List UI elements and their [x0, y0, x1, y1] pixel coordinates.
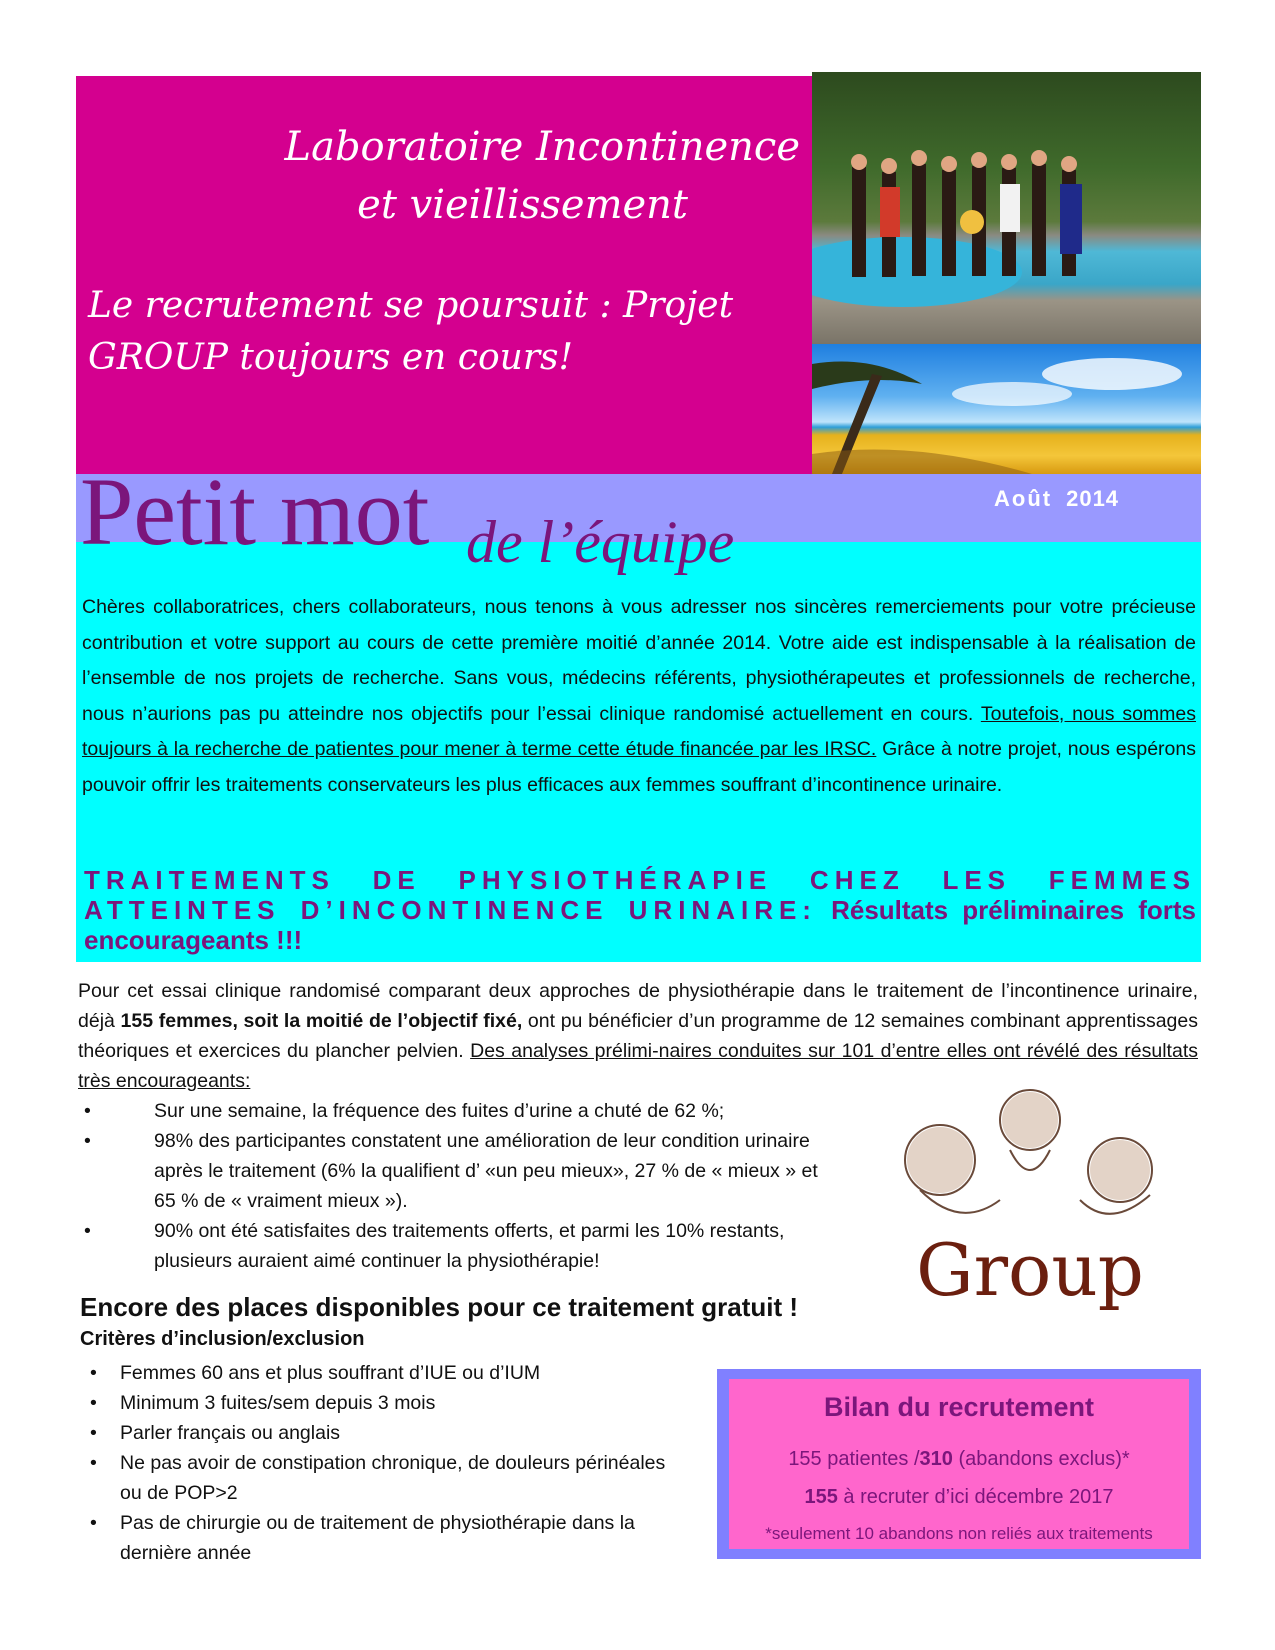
result-text: 90% ont été satisfaites des traitements offerts, et parmi les 10% restants, plusieurs auraient aimé continuer la physiothérapie!	[154, 1220, 785, 1272]
lab-title-line1: Laboratoire Incontinence	[284, 124, 800, 170]
intro-paragraph	[82, 590, 1196, 803]
header-subtitle: Le recrutement se poursuit : Projet GROUP toujours en cours!	[88, 285, 734, 378]
bullet-icon: •	[90, 1452, 97, 1474]
para-underlined: Des analyses prélimi-naires conduites sur 101 d’entre elles ont révélé des résultats très encourageants:	[78, 1040, 1198, 1092]
criteria-text: Ne pas avoir de constipation chronique, de douleurs périnéales ou de POP>2	[120, 1452, 666, 1504]
issue-month: Août	[994, 486, 1053, 511]
bullet-icon: •	[90, 1362, 97, 1384]
para-text-1: Pour cet essai clinique randomisé comparant deux approches de physiothérapie dans le traitement de l’incontinence urinaire, déjà	[78, 980, 1198, 1032]
bullet-icon: •	[90, 1422, 97, 1444]
intro-underlined: Toutefois, nous sommes toujours à la recherche de patientes pour mener à terme cette étude financée par les IRSC.	[82, 702, 1196, 760]
bullet-icon: •	[84, 1220, 91, 1242]
bullet-icon: •	[90, 1392, 97, 1414]
recruitment-remaining-number: 155	[804, 1486, 838, 1508]
group-logo-text: Group	[916, 1228, 1144, 1312]
team-photo-illustration	[812, 72, 1201, 344]
recruitment-footnote: *seulement 10 abandons non reliés aux traitements	[765, 1524, 1153, 1543]
section-heading-rest: Résultats préliminaires forts encourageants !!!	[84, 895, 1196, 955]
section-heading-caps: TRAITEMENTS DE PHYSIOTHÉRAPIE CHEZ LES FEMMES ATTEINTES D’INCONTINENCE URINAIRE:	[84, 865, 1196, 925]
issue-year: 2014	[1066, 486, 1120, 511]
recruitment-count	[729, 1448, 1189, 1471]
intro-text-1: Chères collaboratrices, chers collaborateurs, nous tenons à vous adresser nos sincères remerciements pour votre précieuse contribution et votre support au cours de cette première moitié d’année 2014. Votre aide est indispensable à la réalisation de l’ensemble de nos projets de recherche. Sans vous, médecins référents, physiothérapeutes et professionnels de recherche, nous n’aurions pas pu atteindre nos objectifs pour l’essai clinique randomisé actuellement en cours.	[82, 596, 1196, 725]
group-logo	[880, 1080, 1180, 1320]
petit-mot-title: Petit mot	[80, 458, 430, 565]
group-logo-illustration	[880, 1080, 1180, 1320]
recruitment-count-c: (abandons exclus)*	[952, 1448, 1130, 1470]
criteria-title: Critères d’inclusion/exclusion	[80, 1328, 365, 1350]
encore-heading: Encore des places disponibles pour ce traitement gratuit !	[80, 1292, 799, 1322]
recruitment-count-a: 155 patientes /	[788, 1448, 920, 1470]
criteria-text: Minimum 3 fuites/sem depuis 3 mois	[120, 1392, 436, 1414]
results-paragraph	[78, 976, 1198, 1096]
criteria-text: Parler français ou anglais	[120, 1422, 341, 1444]
beach-photo	[812, 344, 1201, 474]
para-text-2: ont pu bénéficier d’un programme de 12 semaines combinant apprentissages théoriques et exercices du plancher pelvien.	[78, 1010, 1198, 1062]
lab-title-line2: et vieillissement	[357, 182, 688, 228]
recruitment-target: 310	[919, 1448, 953, 1470]
result-text: 98% des participantes constatent une amélioration de leur condition urinaire après le traitement (6% la qualifient d’ «un peu mieux», 27 % de « mieux » et 65 % de « vraiment mieux »).	[154, 1130, 818, 1212]
beach-illustration	[812, 344, 1201, 474]
bullet-icon: •	[84, 1100, 91, 1122]
recruitment-summary-title: Bilan du recrutement	[823, 1392, 1095, 1422]
section-heading	[84, 865, 1196, 955]
petit-mot-subtitle: de l’équipe	[466, 509, 735, 575]
para-bold: 155 femmes, soit la moitié de l’objectif fixé,	[120, 1010, 523, 1032]
bullet-icon: •	[84, 1130, 91, 1152]
result-text: Sur une semaine, la fréquence des fuites d’urine a chuté de 62 %;	[154, 1100, 725, 1122]
criteria-text: Femmes 60 ans et plus souffrant d’IUE ou d’IUM	[120, 1362, 541, 1384]
issue-date	[994, 486, 1119, 512]
criteria-text: Pas de chirurgie ou de traitement de physiothérapie dans la dernière année	[120, 1512, 635, 1564]
team-photo	[812, 72, 1201, 344]
recruitment-remaining-text: à recruter d’ici décembre 2017	[837, 1486, 1114, 1508]
intro-text-2: Grâce à notre projet, nous espérons pouvoir offrir les traitements conservateurs les plus efficaces aux femmes souffrant d’incontinence urinaire.	[82, 738, 1196, 796]
bullet-icon: •	[90, 1512, 97, 1534]
recruitment-remaining	[729, 1486, 1189, 1509]
